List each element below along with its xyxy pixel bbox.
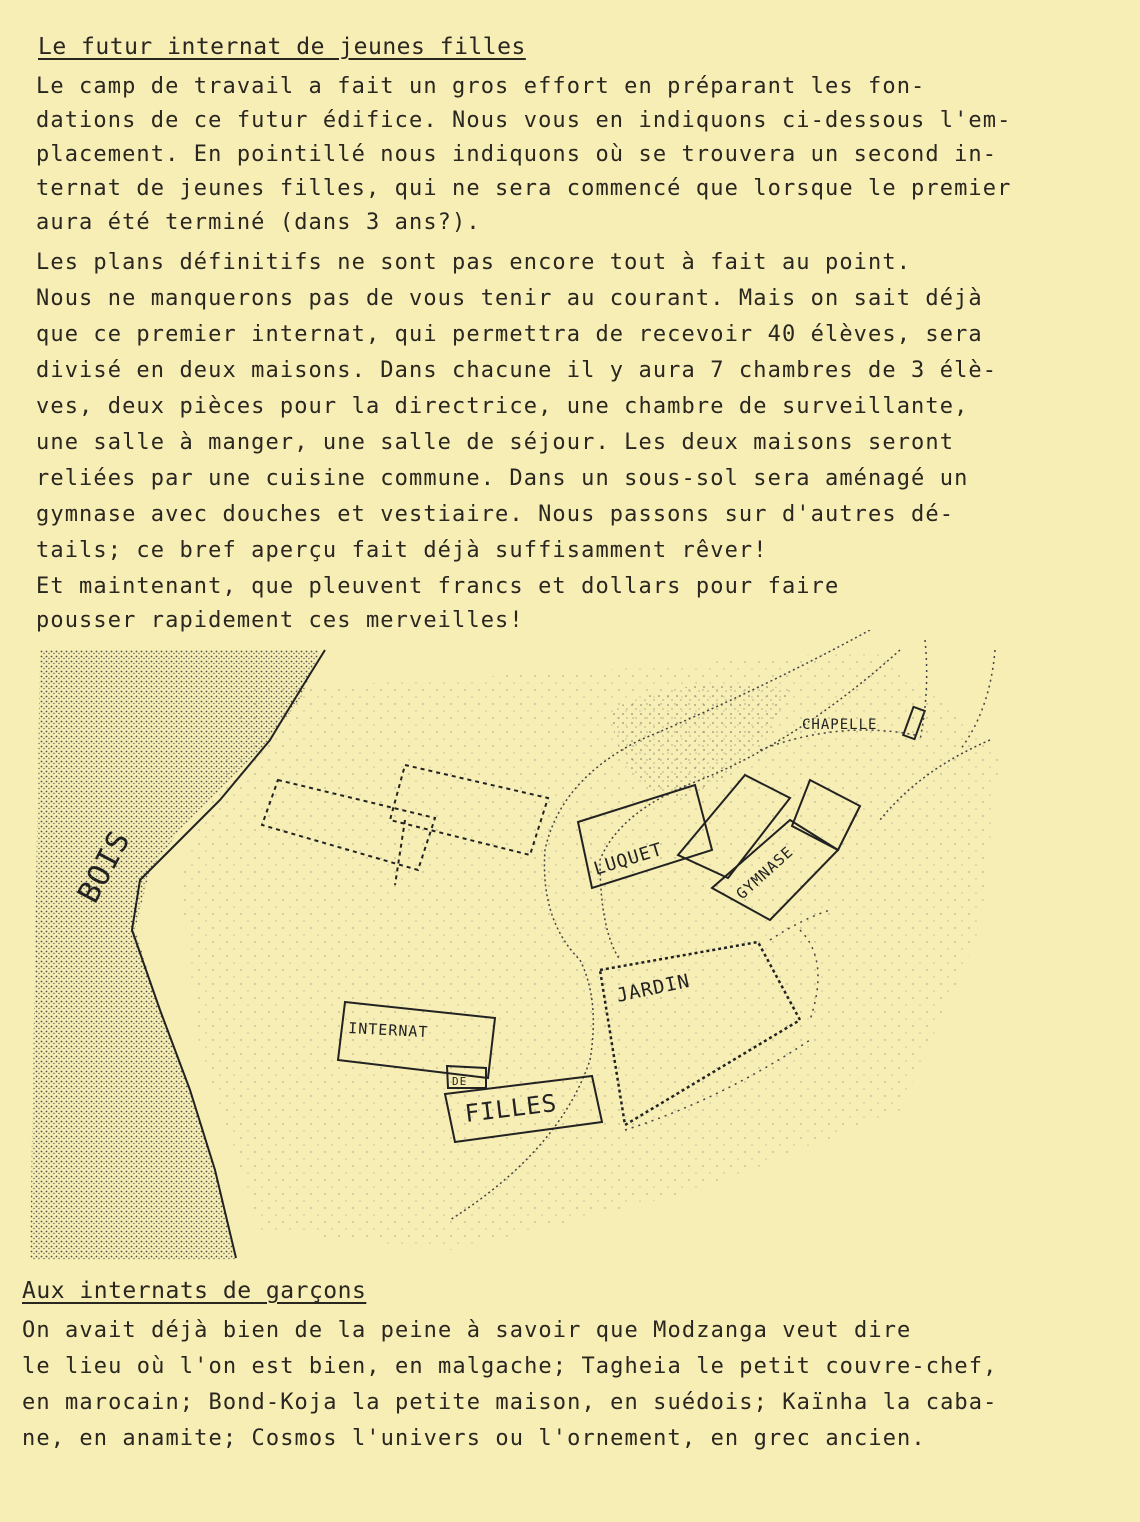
terrain-stipple (180, 650, 1000, 1250)
luquet-label: LUQUET (591, 838, 666, 880)
text-line: reliées par une cuisine commune. Dans un sous-sol sera aménagé un (36, 466, 969, 491)
text-line: placement. En pointillé nous indiquons où se trouvera un second in- (36, 142, 998, 167)
text-line: divisé en deux maisons. Dans chacune il y aura 7 chambres de 3 élè- (36, 358, 998, 383)
bois-label: BOIS (71, 824, 138, 909)
text-line: Et maintenant, que pleuvent francs et dollars pour faire (36, 574, 840, 599)
text-line: Le camp de travail a fait un gros effort en préparant les fon- (36, 74, 926, 99)
de-label: DE (452, 1075, 468, 1088)
section-heading: Le futur internat de jeunes filles (38, 34, 526, 60)
text-line: tails; ce bref aperçu fait déjà suffisamment rêver! (36, 538, 768, 563)
text-line: ternat de jeunes filles, qui ne sera commencé que lorsque le premier (36, 176, 1012, 201)
text-line: ne, en anamite; Cosmos l'univers ou l'ornement, en grec ancien. (22, 1426, 926, 1451)
text-line: dations de ce futur édifice. Nous vous en indiquons ci-dessous l'em- (36, 108, 1012, 133)
text-line: le lieu où l'on est bien, en malgache; Tagheia le petit couvre-chef, (22, 1354, 998, 1379)
text-line: pousser rapidement ces merveilles! (36, 608, 524, 633)
text-line: On avait déjà bien de la peine à savoir que Modzanga veut dire (22, 1318, 912, 1343)
text-line: ves, deux pièces pour la directrice, une chambre de surveillante, (36, 394, 969, 419)
text-line: gymnase avec douches et vestiaire. Nous passons sur d'autres dé- (36, 502, 955, 527)
text-line: que ce premier internat, qui permettra de recevoir 40 élèves, sera (36, 322, 983, 347)
text-line: Les plans définitifs ne sont pas encore tout à fait au point. (36, 250, 912, 275)
text-line: en marocain; Bond-Koja la petite maison, en suédois; Kaïnha la caba- (22, 1390, 998, 1415)
gymnase-label: GYMNASE (732, 842, 797, 903)
filles-label: FILLES (463, 1088, 559, 1128)
section-heading: Aux internats de garçons (22, 1278, 367, 1304)
internat-label: INTERNAT (347, 1019, 429, 1042)
text-line: une salle à manger, une salle de séjour. Les deux maisons seront (36, 430, 955, 455)
site-plan-map (0, 630, 1140, 1280)
chapelle-label: CHAPELLE (802, 717, 878, 733)
jardin-label: JARDIN (614, 969, 693, 1007)
text-line: aura été terminé (dans 3 ans?). (36, 210, 481, 235)
text-line: Nous ne manquerons pas de vous tenir au courant. Mais on sait déjà (36, 286, 983, 311)
